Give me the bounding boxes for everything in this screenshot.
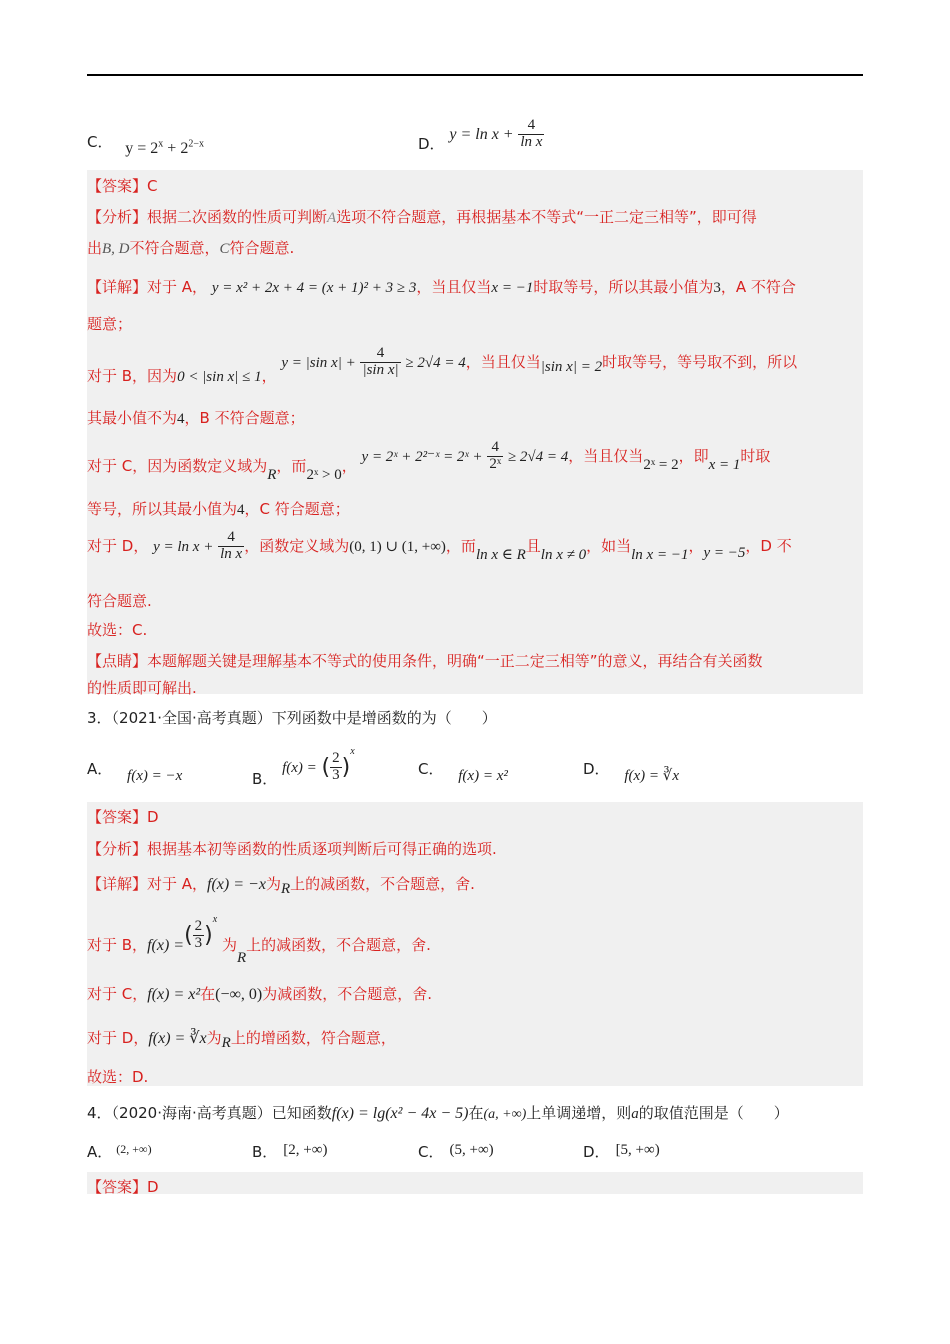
q3-choice: 故选：D.: [87, 1068, 149, 1086]
q2-comment-line2: 的性质即可解出.: [87, 679, 197, 697]
q2-detail-d-line2: 符合题意.: [87, 592, 152, 610]
q2-detail-b-line1: 对于 B，因为0 < |sin x| ≤ 1， y = |sin x| + $\frac{4}{\text{|sin x|}}$ ≥ 2√4 = 4，当且仅当|sin x| = 2时取等号，等号取不到，所以: [87, 345, 798, 385]
q3-option-b-fraction: $\frac{2}{3}$: [332, 750, 340, 783]
q3-detail-b: 对于 B，f(x) =( $\frac{2}{3}$ )$^x$ 为R上的减函数，不合题意，舍.: [87, 914, 431, 966]
q2-detail-a-line2: 题意；: [87, 315, 133, 333]
q4-stem: 4．（2020·海南·高考真题）已知函数f(x) = lg(x² − 4x − 5)在(a, +∞)上单调递增，则a的取值范围是（ ）: [87, 1104, 789, 1122]
header-rule: [87, 74, 863, 76]
q3-detail-b-fraction: $\frac{2}{3}$: [194, 918, 203, 951]
q2-detail-b-fraction: $\frac{4}{\text{|sin x|}}$: [362, 345, 399, 378]
q2-option-d: [418, 118, 544, 151]
q2-detail-d-line1: 对于 D， y = ln x + $\frac{4}{\text{ln x}}$ ，函数定义域为(0, 1) ∪ (1, +∞)，而ln x ∈ R且ln x ≠ 0，如当ln x = −1，y = −5，D 不: [87, 529, 792, 563]
q2-analysis-line1: 【分析】根据二次函数的性质可判断A选项不符合题意，再根据基本不等式“一正二定三相等”，即可得: [87, 208, 757, 226]
q3-analysis: 【分析】根据基本初等函数的性质逐项判断后可得正确的选项.: [87, 840, 497, 858]
q3-detail-d: 对于 D，f(x) = ∛x为R上的增函数，符合题意，: [87, 1029, 396, 1051]
q2-option-c-expr: y = 2: [125, 140, 159, 157]
q2-answer: 【答案】C: [87, 177, 158, 195]
q2-option-d-fraction: $\frac{4}{\text{ln x}}$: [520, 117, 543, 150]
q4-answer: 【答案】D: [87, 1178, 159, 1196]
q3-option-d: D． f(x) = ∛x: [583, 760, 679, 784]
q3-answer: 【答案】D: [87, 808, 159, 826]
q4-option-c: C． (5, +∞): [418, 1142, 494, 1161]
q2-option-d-label: D．: [418, 134, 445, 153]
q2-option-d-expr: y = ln x +: [449, 125, 514, 143]
q4-solution-box: [87, 1172, 863, 1194]
q2-detail-b-line2: 其最小值不为4，B 不符合题意；: [87, 409, 305, 427]
q3-option-c: C． f(x) = x²: [418, 760, 508, 784]
q4-option-d: D． [5, +∞): [583, 1142, 660, 1161]
q3-option-a: A． f(x) = −x: [87, 760, 183, 784]
q2-option-c-label: C．: [87, 133, 113, 151]
q2-detail-d-fraction: $\frac{4}{\text{ln x}}$: [220, 529, 243, 562]
q4-option-b: B． [2, +∞): [252, 1142, 328, 1161]
q3-option-b: B． f(x) = ( $\frac{2}{3}$ )$^x$: [252, 746, 355, 788]
q4-option-a: A． $^{(2, +\infty)}$: [87, 1142, 152, 1161]
q2-detail-a-line1: 【详解】对于 A， y = x² + 2x + 4 = (x + 1)² + 3 ≥ 3，当且仅当x = −1时取等号，所以其最小值为3，A 不符合: [87, 278, 796, 296]
q3-stem: 3．（2021·全国·高考真题）下列函数中是增函数的为（ ）: [87, 709, 497, 727]
q2-detail-c-fraction: $\frac{4}{\text{2ˣ}}$: [489, 439, 502, 472]
q3-detail-c: 对于 C，f(x) = x²在(−∞, 0)为减函数，不合题意，舍.: [87, 985, 433, 1003]
q2-analysis-line2: 出B, D不符合题意，C符合题意.: [87, 239, 295, 257]
q2-option-c: C． $y = 2^x + 2^{2-x}$: [87, 133, 204, 157]
q3-detail-a: 【详解】对于 A，f(x) = −x为R上的减函数，不合题意，舍.: [87, 875, 475, 897]
q2-detail-c-line1: 对于 C，因为函数定义域为R，而2ˣ > 0， y = 2ˣ + 2²⁻ˣ = 2ˣ + $\frac{4}{\text{2ˣ}}$ ≥ 2√4 = 4，当且仅当2ˣ = 2，即x = 1时取: [87, 439, 771, 483]
q2-detail-c-line2: 等号，所以其最小值为4，C 符合题意；: [87, 500, 350, 518]
q2-choice: 故选：C.: [87, 621, 148, 639]
q2-comment-line1: 【点睛】本题解题关键是理解基本不等式的使用条件，明确“一正二定三相等”的意义，再结合有关函数: [87, 652, 763, 670]
q2-detail-a-expr: y = x² + 2x + 4 = (x + 1)² + 3 ≥ 3: [211, 280, 417, 296]
